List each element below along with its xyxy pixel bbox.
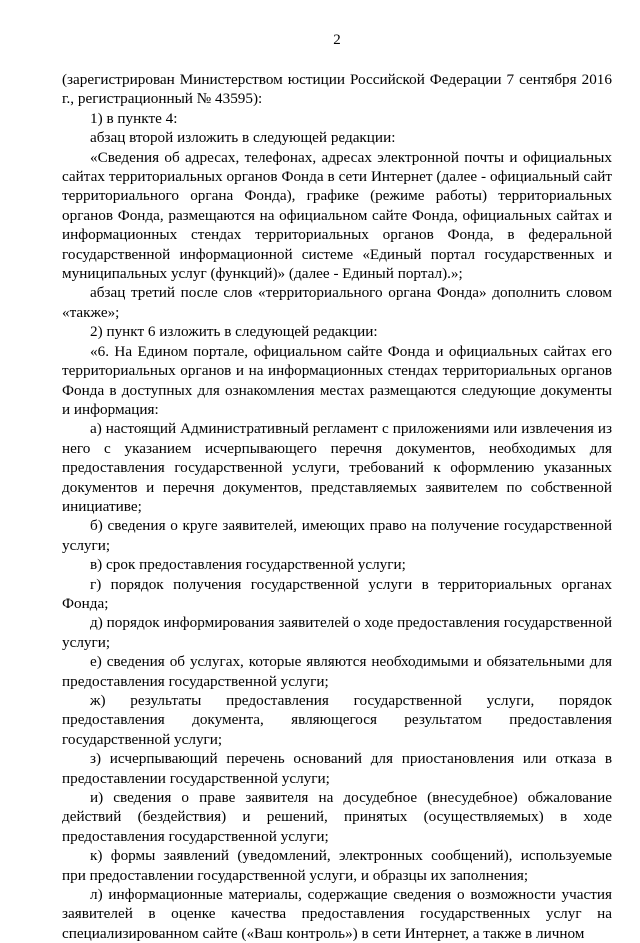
paragraph: (зарегистрирован Министерством юстиции Российской Федерации 7 сентября 2016 г., регистрационный № 43595): [62,71,612,108]
page-number: 2 [333,32,341,48]
paragraph: а) настоящий Административный регламент с приложениями или извлечения из него с указанием исчерпывающего перечня документов, необходимых для предоставления государственной услуги, требований к оформлению указанных документов и перечня документов, представляемых заявителем по собственной инициативе; [62,420,612,515]
paragraph: 2) пункт 6 изложить в следующей редакции: [90,323,378,341]
paragraph: «Сведения об адресах, телефонах, адресах электронной почты и официальных сайтах территориальных органов Фонда в сети Интернет (далее - официальный сайт территориального органа Фонда), графике (режиме работы) территориальных органов Фонда, размещаются на официальном сайте Фонда, официальных сайтах и информационных стендах территориальных органов Фонда, в федеральной государственной информационной системе «Единый портал государственных и муниципальных услуг (функций)» (далее - Единый портал).»; [62,148,612,283]
paragraph: е) сведения об услугах, которые являются необходимыми и обязательными для предоставления государственной услуги; [62,653,612,690]
paragraph: абзац второй изложить в следующей редакции: [90,129,396,147]
paragraph: л) информационные материалы, содержащие сведения о возможности участия заявителей в оценке качества предоставления государственных услуг на специализированном сайте («Ваш контроль») в сети Интернет, а также в личном [62,886,612,942]
paragraph: б) сведения о круге заявителей, имеющих право на получение государственной услуги; [62,517,612,554]
paragraph: в) срок предоставления государственной услуги; [90,556,406,574]
paragraph: г) порядок получения государственной услуги в территориальных органах Фонда; [62,575,612,612]
paragraph: ж) результаты предоставления государственной услуги, порядок предоставления документа, являющегося результатом предоставления государственной услуги; [62,692,612,748]
paragraph: 1) в пункте 4: [90,109,178,127]
document-body [62,70,612,943]
paragraph: «6. На Едином портале, официальном сайте Фонда и официальных сайтах его территориальных органов и на информационных стендах территориальных органов Фонда в доступных для ознакомления местах размещаются следующие документы и информация: [62,342,612,418]
paragraph: д) порядок информирования заявителей о ходе предоставления государственной услуги; [62,614,612,651]
paragraph: з) исчерпывающий перечень оснований для приостановления или отказа в предоставлении государственной услуги; [62,750,612,787]
document-page [62,30,612,942]
paragraph: к) формы заявлений (уведомлений, электронных сообщений), используемые при предоставлении государственной услуги, и образцы их заполнения; [62,847,612,884]
paragraph: абзац третий после слов «территориального органа Фонда» дополнить словом «также»; [62,284,612,321]
paragraph: и) сведения о праве заявителя на досудебное (внесудебное) обжалование действий (бездействия) и решений, принятых (осуществляемых) в ходе предоставления государственной услуги; [62,789,612,845]
